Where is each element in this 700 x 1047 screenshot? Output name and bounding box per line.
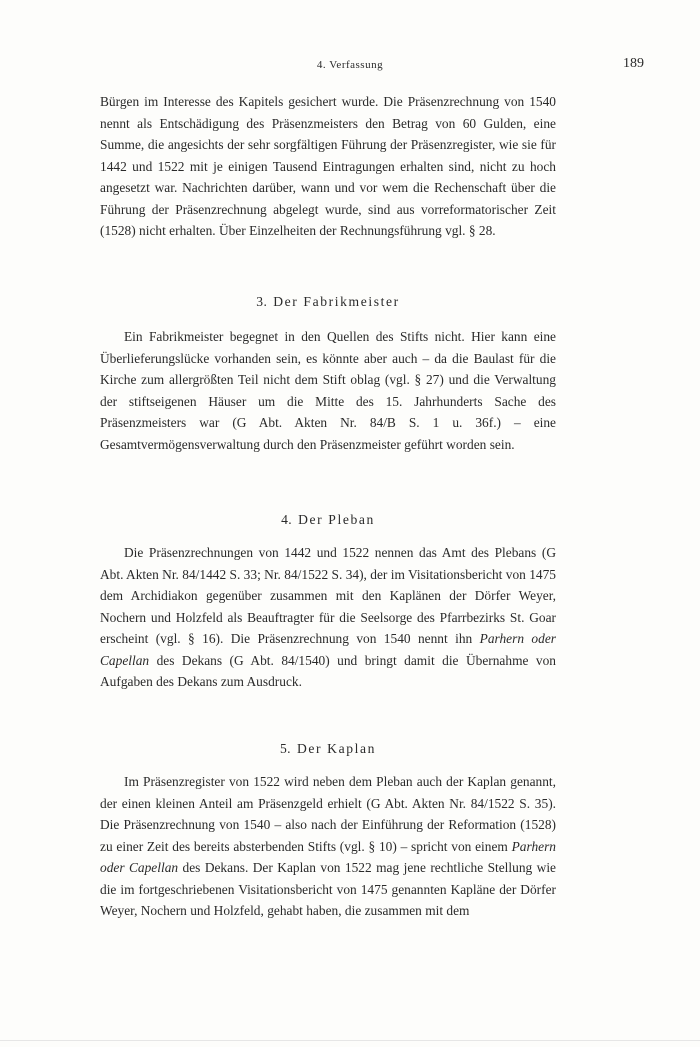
section-body-fabrikmeister <box>100 326 556 455</box>
section-title: Der Fabrikmeister <box>273 294 400 309</box>
section-number: 4. <box>281 512 293 527</box>
section-number: 5. <box>279 741 291 756</box>
section-heading-fabrikmeister <box>100 294 556 310</box>
paragraph-text-a: Die Präsenzrechnungen von 1442 und 1522 nennen das Amt des Plebans (G Abt. Akten Nr. 84/1442 S. 33; Nr. 84/1522 S. 34), der im Visitationsbericht von 1475 dem Archidiakon gegenüber zusammen mit den Kaplänen der Dörfer Weyer, Nochern und Holzfeld als Beauftragter für die Seelsorge des Pfarrbezirks St. Goar erscheint (vgl. § 16). Die Präsenzrechnung von 1540 nennt ihn <box>100 545 556 646</box>
page-bottom-edge <box>0 1040 700 1041</box>
section-title: Der Kaplan <box>296 741 377 756</box>
section-paragraph: Ein Fabrikmeister begegnet in den Quellen des Stifts nicht. Hier kann eine Überlieferungslücke vorhanden sein, es könnte aber auch – da die Baulast für die Kirche zum allergrößten Teil nicht dem Stift oblag (vgl. § 27) und die Verwaltung der stiftseigenen Häuser um die Mitte des 15. Jahrhunderts Sache des Präsenzmeisters war (G Abt. Akten Nr. 84/B S. 1 u. 36f.) – eine Gesamtvermögensverwaltung durch den Präsenzmeister geführt worden sein. <box>100 329 556 452</box>
section-title: Der Pleban <box>298 512 375 527</box>
section-number: 3. <box>256 294 268 309</box>
section-heading-kaplan <box>100 741 556 757</box>
section-paragraph <box>100 542 556 693</box>
section-body-kaplan <box>100 771 556 922</box>
italic-phrase: Parhern oder Capellan <box>100 631 556 668</box>
paragraph-text-a: Im Präsenzregister von 1522 wird neben dem Pleban auch der Kaplan genannt, der einen kleinen Anteil am Präsenzgeld erhielt (G Abt. Akten Nr. 84/1522 S. 35). Die Präsenzrechnung von 1540 – also nach der Einführung der Reformation (1528) zu einer Zeit des bereits absterbenden Stifts (vgl. § 10) – spricht von einem <box>100 774 556 854</box>
running-title: 4. Verfassung <box>316 59 384 71</box>
paragraph-text-b: des Dekans. Der Kaplan von 1522 mag jene rechtliche Stellung wie die im fortgeschriebenen Visitationsbericht von 1475 genannten Kapläne der Dörfer Weyer, Nochern und Holzfeld, gehabt haben, die zusammen mit dem <box>100 860 556 918</box>
page-number: 189 <box>623 56 644 71</box>
section-heading-pleban <box>100 512 556 528</box>
intro-paragraph: Bürgen im Interesse des Kapitels gesichert wurde. Die Präsenzrechnung von 1540 nennt als Entschädigung des Präsenzmeisters den Betrag von 60 Gulden, eine Summe, die angesichts der sehr sorgfältigen Führung der Präsenzregister, wie sie für 1442 und 1522 mit je einigen Tausend Eintragungen erhalten sind, nicht zu hoch angesetzt war. Nachrichten darüber, wann und vor wem die Rechenschaft über die Führung der Präsenzrechnung abgelegt wurde, sind aus vorreformatorischer Zeit (1528) nicht erhalten. Über Einzelheiten der Rechnungsführung vgl. § 28. <box>100 94 556 238</box>
paragraph-text-b: des Dekans (G Abt. 84/1540) und bringt damit die Übernahme von Aufgaben des Dekans zum Ausdruck. <box>100 652 556 689</box>
running-head <box>100 56 644 76</box>
section-paragraph <box>100 771 556 922</box>
italic-phrase: Parhern oder Capellan <box>100 838 556 875</box>
section-body-pleban <box>100 542 556 693</box>
intro-paragraph-block <box>100 91 556 242</box>
